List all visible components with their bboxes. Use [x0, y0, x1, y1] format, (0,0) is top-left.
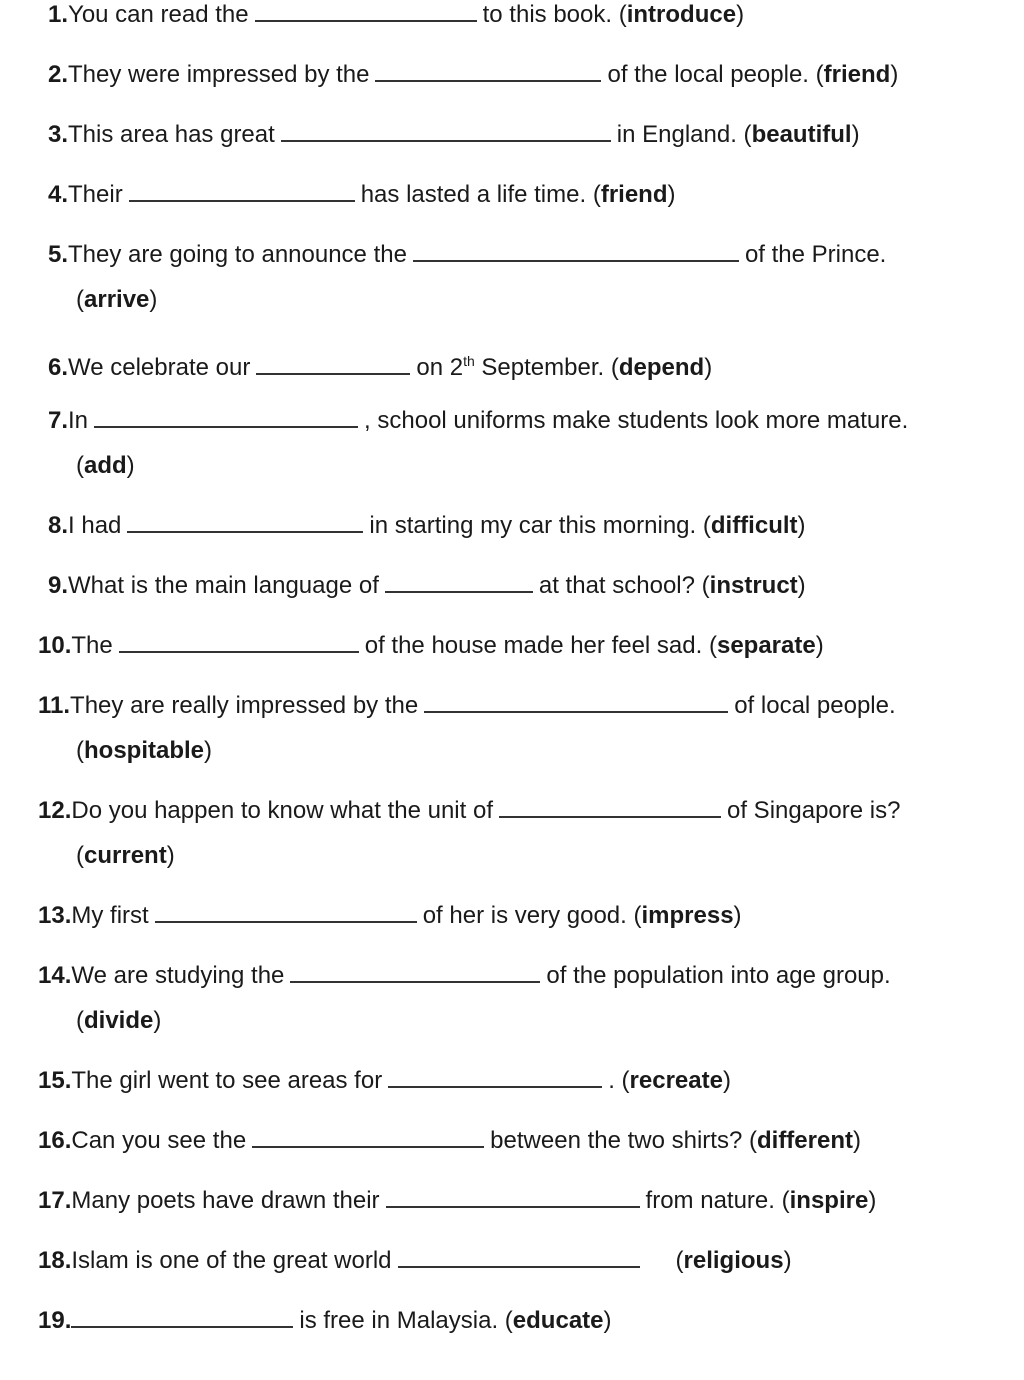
answer-blank[interactable] [388, 1066, 602, 1088]
answer-blank[interactable] [119, 631, 359, 653]
sentence-after: of the Prince. [744, 241, 887, 268]
sentence-after-rest: September. [474, 354, 605, 381]
item-number: 6. [48, 354, 69, 381]
sentence-after: of local people. [734, 692, 896, 719]
sentence-before: The girl went to see areas for [71, 1067, 383, 1094]
sentence-after: is free in Malaysia. [299, 1307, 499, 1334]
root-word: add [84, 452, 127, 479]
root-word: current [84, 842, 167, 869]
item-number: 3. [48, 121, 69, 148]
sentence-before: They are going to announce the [68, 241, 407, 268]
item-number: 9. [48, 572, 69, 599]
item-number: 7. [48, 407, 69, 434]
item-number: 2. [48, 61, 69, 88]
exercise-item-6: 6.We celebrate our on 2th September. (depend) [48, 353, 713, 381]
item-number: 17. [38, 1187, 72, 1214]
exercise-item-13: 13.My first of her is very good. (impress) [38, 902, 742, 929]
answer-blank[interactable] [127, 511, 363, 533]
sentence-after: . [608, 1067, 615, 1094]
exercise-item-11-word-line: (hospitable) [76, 737, 213, 764]
root-word: arrive [84, 286, 150, 313]
exercise-item-12 [0, 796, 1024, 826]
sentence-after: on 2 [416, 354, 464, 381]
sentence-after: has lasted a life time. [360, 181, 587, 208]
answer-blank[interactable] [155, 901, 417, 923]
item-number: 12. [38, 797, 72, 824]
exercise-item-10: 10.The of the house made her feel sad. (separate) [38, 632, 824, 659]
item-number: 13. [38, 902, 72, 929]
item-number: 15. [38, 1067, 72, 1094]
sentence-before: I had [68, 512, 122, 539]
exercise-item-19: 19. is free in Malaysia. (educate) [38, 1307, 612, 1334]
sentence-after: of the local people. [607, 61, 809, 88]
answer-blank[interactable] [375, 60, 601, 82]
ordinal-suffix: th [463, 353, 475, 369]
exercise-item-3: 3.This area has great in England. (beautiful) [48, 121, 860, 148]
root-word: inspire [789, 1187, 869, 1214]
item-number: 19. [38, 1307, 72, 1334]
sentence-before: This area has great [68, 121, 275, 148]
sentence-before: Many poets have drawn their [71, 1187, 380, 1214]
root-word: educate [512, 1307, 604, 1334]
answer-blank[interactable] [255, 0, 477, 22]
sentence-after: of the house made her feel sad. [364, 632, 703, 659]
answer-blank[interactable] [424, 691, 728, 713]
sentence-after: in England. [616, 121, 737, 148]
root-word: difficult [710, 512, 798, 539]
exercise-item-14 [0, 961, 1024, 991]
exercise-item-7-word-line: (add) [76, 452, 135, 479]
sentence-after: in starting my car this morning. [369, 512, 697, 539]
root-word: impress [641, 902, 734, 929]
exercise-item-15: 15.The girl went to see areas for . (recreate) [38, 1067, 731, 1094]
item-number: 18. [38, 1247, 72, 1274]
root-word: divide [84, 1007, 154, 1034]
exercise-item-2: 2.They were impressed by the of the local people. (friend) [48, 61, 899, 88]
item-number: 14. [38, 962, 72, 989]
root-word: religious [683, 1247, 784, 1274]
sentence-before: You can read the [68, 1, 249, 28]
sentence-before: They were impressed by the [68, 61, 370, 88]
item-number: 11. [38, 692, 71, 719]
exercise-item-12-word-line: (current) [76, 842, 175, 869]
exercise-item-18: 18.Islam is one of the great world (religious) [38, 1247, 792, 1274]
exercise-item-17: 17.Many poets have drawn their from nature. (inspire) [38, 1187, 877, 1214]
sentence-before: They are really impressed by the [70, 692, 419, 719]
answer-blank[interactable] [256, 353, 410, 375]
root-word: introduce [626, 1, 737, 28]
sentence-after: between the two shirts? [490, 1127, 743, 1154]
sentence-after: , school uniforms make students look more mature. [364, 407, 909, 434]
item-number: 16. [38, 1127, 72, 1154]
sentence-before: Can you see the [71, 1127, 247, 1154]
exercise-item-5 [0, 240, 1024, 270]
exercise-item-1: 1.You can read the to this book. (introduce) [48, 1, 745, 28]
sentence-before: In [68, 407, 89, 434]
item-number: 1. [48, 1, 69, 28]
item-number: 8. [48, 512, 69, 539]
sentence-before: What is the main language of [68, 572, 379, 599]
sentence-before: The [71, 632, 113, 659]
exercise-item-9: 9.What is the main language of at that school? (instruct) [48, 572, 806, 599]
sentence-after: of the population into age group. [546, 962, 891, 989]
exercise-item-7 [0, 406, 1024, 436]
answer-blank[interactable] [252, 1126, 484, 1148]
item-number: 5. [48, 241, 69, 268]
root-word: beautiful [751, 121, 852, 148]
root-word: separate [716, 632, 816, 659]
root-word: hospitable [84, 737, 205, 764]
answer-blank[interactable] [398, 1246, 640, 1268]
sentence-after: of her is very good. [422, 902, 627, 929]
answer-blank[interactable] [290, 961, 540, 983]
exercise-item-8: 8.I had in starting my car this morning. (difficult) [48, 512, 806, 539]
answer-blank[interactable] [499, 796, 721, 818]
sentence-before: We celebrate our [68, 354, 251, 381]
exercise-item-4: 4.Their has lasted a life time. (friend) [48, 181, 676, 208]
answer-blank[interactable] [71, 1306, 293, 1328]
item-number: 4. [48, 181, 69, 208]
sentence-after: from nature. [645, 1187, 775, 1214]
root-word: friend [823, 61, 891, 88]
sentence-before: We are studying the [71, 962, 285, 989]
exercise-item-11 [0, 691, 1024, 721]
root-word: depend [618, 354, 705, 381]
answer-blank[interactable] [281, 120, 611, 142]
answer-blank[interactable] [129, 180, 355, 202]
answer-blank[interactable] [94, 406, 358, 428]
sentence-before: Do you happen to know what the unit of [71, 797, 493, 824]
root-word: recreate [629, 1067, 723, 1094]
answer-blank[interactable] [385, 571, 533, 593]
root-word: different [756, 1127, 853, 1154]
item-number: 10. [38, 632, 72, 659]
exercise-item-5-word-line: (arrive) [76, 286, 158, 313]
sentence-after: to this book. [482, 1, 613, 28]
sentence-before: Their [68, 181, 123, 208]
sentence-after: of Singapore is? [727, 797, 901, 824]
answer-blank[interactable] [386, 1186, 640, 1208]
sentence-before: My first [71, 902, 149, 929]
answer-blank[interactable] [413, 240, 739, 262]
root-word: instruct [709, 572, 798, 599]
root-word: friend [600, 181, 668, 208]
sentence-before: Islam is one of the great world [71, 1247, 392, 1274]
exercise-item-14-word-line: (divide) [76, 1007, 162, 1034]
sentence-after: at that school? [538, 572, 695, 599]
exercise-item-16: 16.Can you see the between the two shirts? (different) [38, 1127, 861, 1154]
